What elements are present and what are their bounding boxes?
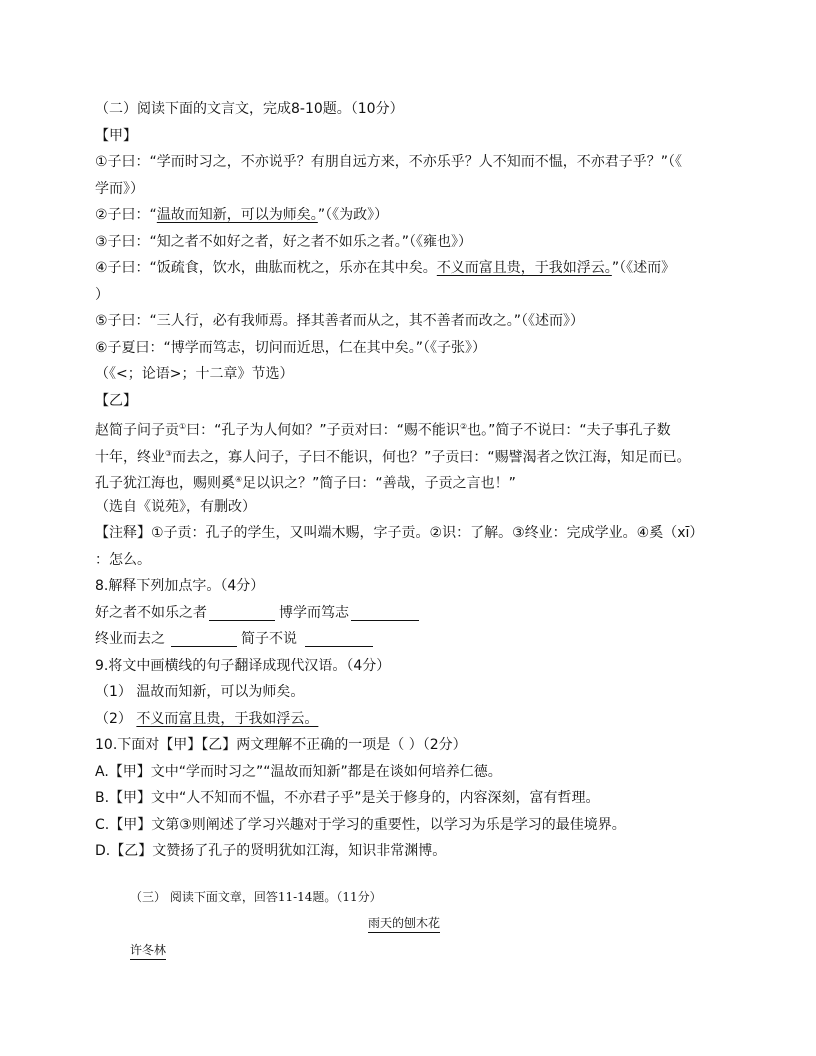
jia-line-4-suffix: ”（《述而》 <box>611 260 676 276</box>
question-9-title: 9.将文中画横线的句子翻译成现代汉语。（4分） <box>95 657 391 674</box>
q8-term-c: 终业而去之 <box>95 631 165 647</box>
question-10-title: 10.下面对【甲】【乙】两文理解不正确的一项是（ ）（2分） <box>95 737 467 753</box>
jia-line-2 <box>95 202 735 229</box>
jia-line-5: ⑤子曰：“三人行，必有我师焉。择其善者而从之，其不善者而改之。”（《述而》） <box>95 313 585 329</box>
option-c: C.【甲】文第③则阐述了学习兴趣对于学习的重要性，以学习为乐是学习的最佳境界。 <box>95 816 626 833</box>
footnote-marker-2: ② <box>459 422 468 431</box>
option-b: B.【甲】文中“人不知而不愠，不亦君子乎”是关于修身的，内容深刻，富有哲理。 <box>95 790 600 806</box>
answer-blank-b[interactable] <box>351 604 419 621</box>
article-author: 许冬林 <box>130 941 166 960</box>
question-8-title: 8.解释下列加点字。（4分） <box>95 578 265 594</box>
answer-blank-c[interactable] <box>171 630 237 647</box>
question-9-part-2 <box>95 706 735 733</box>
yi-line-3-a: 孔子犹江海也，赐则奚 <box>95 475 235 492</box>
yi-line-3 <box>95 467 735 494</box>
jia-line-2-suffix: ”（《为政》） <box>317 207 389 223</box>
yi-line-1 <box>95 414 735 441</box>
document-content <box>95 96 735 865</box>
question-9-part-1 <box>95 679 735 706</box>
answer-blank-d[interactable] <box>305 630 373 647</box>
jia-line-6: ⑥子夏曰：“博学而笃志，切问而近思，仁在其中矣。”（《子张》） <box>95 339 487 356</box>
section-3-header: （三） 阅读下面文章，回答11-14题。（11分） <box>130 890 382 904</box>
yi-line-1-b: 曰：“孔子为人何如？”子贡对曰：“赐不能识 <box>186 422 460 439</box>
q9-part-1-number: （1） <box>95 684 132 700</box>
q8-term-b: 博学而笃志 <box>279 604 349 621</box>
article-title: 雨天的刨木花 <box>368 914 440 933</box>
yi-line-2 <box>95 441 735 468</box>
yi-source: （选自《说苑》，有删改） <box>95 498 256 515</box>
footnote-marker-4: ④ <box>235 475 243 484</box>
yi-line-1-c: 也。”简子不说曰：“夫子事孔子数 <box>467 422 671 439</box>
jia-line-1: ①子曰：“学而时习之，不亦说乎？有朋自远方来，不亦乐乎？人不知而不愠，不亦君子乎？”（《 <box>95 154 683 170</box>
underlined-sentence-1: 温故而知新，可以为师矣。 <box>156 207 318 223</box>
answer-blank-a[interactable] <box>209 604 275 621</box>
yi-label: 【乙】 <box>95 392 137 409</box>
yi-line-2-b: 而去之，寡人问子，子曰不能识，何也？”子贡曰：“赐譬渴者之饮江海，知足而已。 <box>172 449 691 466</box>
option-a: A.【甲】文中“学而时习之”“温故而知新”都是在谈如何培养仁德。 <box>95 763 502 780</box>
jia-line-1-cont: 学而》） <box>95 180 144 197</box>
jia-line-4 <box>95 255 735 282</box>
q8-term-d: 简子不说 <box>241 631 297 647</box>
q9-part-2-number: （2） <box>95 710 132 727</box>
yi-line-2-a: 十年，终业 <box>95 449 165 466</box>
jia-line-4-cont: ） <box>95 286 109 303</box>
footnote-marker-1: ① <box>179 422 187 431</box>
jia-source: （《<；论语>；十二章》节选） <box>95 366 294 382</box>
q9-part-1-text: 温故而知新，可以为师矣。 <box>136 684 305 700</box>
jia-line-3: ③子曰：“知之者不如好之者，好之者不如乐之者。”（《雍也》） <box>95 233 473 250</box>
option-d: D.【乙】文赞扬了孔子的贤明犹如江海，知识非常渊博。 <box>95 843 447 859</box>
question-8-row-2 <box>95 626 735 653</box>
question-8-row-1 <box>95 600 735 627</box>
jia-line-4-prefix: ④子曰：“饭疏食，饮水，曲肱而枕之，乐亦在其中矣。 <box>95 260 437 276</box>
section-2-header: （二）阅读下面的文言文，完成8-10题。（10分） <box>95 101 404 117</box>
jia-label: 【甲】 <box>95 127 137 144</box>
q9-part-2-text: 不义而富且贵，于我如浮云。 <box>136 710 319 727</box>
underlined-sentence-2: 不义而富且贵，于我如浮云。 <box>436 260 612 276</box>
jia-line-2-prefix: ②子曰：“ <box>95 207 157 223</box>
notes-line-1: 【注释】①子贡：孔子的学生，又叫端木赐，字子贡。②识：了解。③终业：完成学业。④奚（xī） <box>95 525 704 541</box>
footnote-marker-3: ③ <box>165 448 173 458</box>
yi-line-3-b: 足以识之？”简子曰：“善哉，子贡之言也！” <box>242 475 516 492</box>
q8-term-a: 好之者不如乐之者 <box>95 604 207 621</box>
notes-line-2: ：怎么。 <box>95 551 151 568</box>
yi-line-1-a: 赵简子问子贡 <box>95 422 179 439</box>
